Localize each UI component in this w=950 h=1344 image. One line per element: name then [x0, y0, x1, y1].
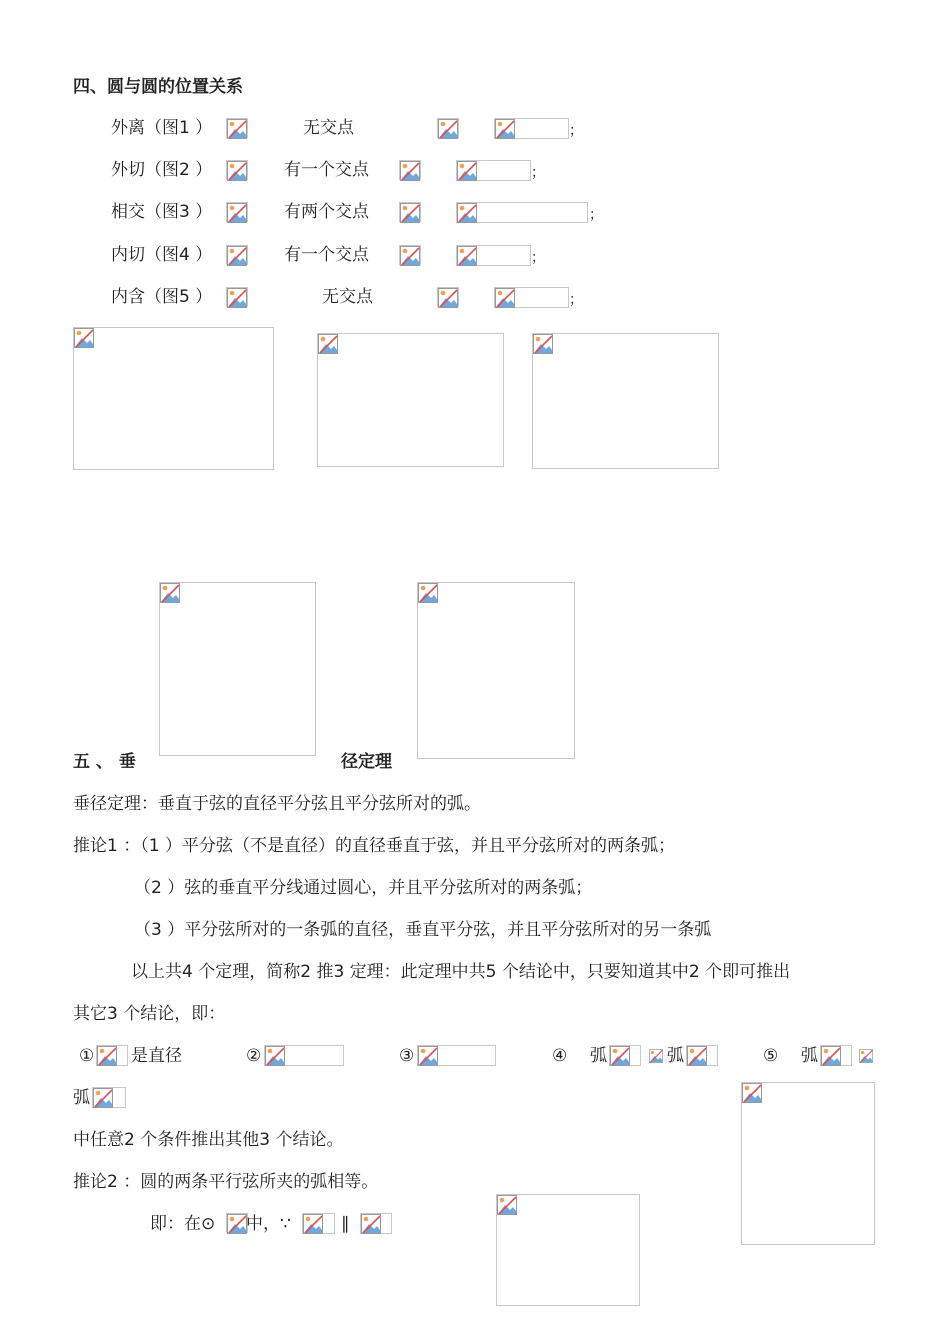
formula-image-a	[399, 202, 421, 222]
parallel-symbol: ∥	[341, 1214, 350, 1234]
broken-image-icon	[227, 203, 247, 223]
formula-image-a	[399, 245, 421, 265]
condition-1-text: 是直径	[131, 1046, 182, 1066]
broken-image-icon	[97, 1046, 117, 1066]
row-end: ；	[569, 123, 583, 139]
relation-label-contain: 内含（图5 ）	[111, 287, 213, 307]
formula-image-a	[437, 118, 459, 138]
broken-image-icon	[400, 161, 420, 181]
broken-image-icon	[858, 1049, 874, 1063]
condition-2-formula	[264, 1045, 344, 1066]
corollary-1-item-3: （3 ）平分弦所对的一条弧的直径，垂直平分弦，并且平分弦所对的另一条弧	[134, 920, 712, 940]
condition-5-arc-a-label: 弧	[801, 1046, 818, 1066]
example-circle-formula	[226, 1213, 248, 1233]
relation-label-separate: 外离（图1 ）	[111, 118, 213, 138]
broken-image-icon	[160, 583, 180, 603]
broken-image-icon	[265, 1046, 285, 1066]
broken-image-icon	[457, 161, 477, 181]
figure-image-6	[741, 1082, 875, 1245]
broken-image-icon	[648, 1049, 664, 1063]
broken-image-icon	[742, 1083, 762, 1103]
broken-image-icon	[687, 1046, 707, 1066]
summary-line-2: 其它3 个结论，即：	[73, 1004, 226, 1024]
figure-image-7	[496, 1194, 640, 1306]
condition-1-formula	[96, 1045, 128, 1066]
broken-image-icon	[303, 1214, 323, 1234]
figure-1-thumbnail	[226, 118, 248, 138]
example-chord-a-formula	[302, 1213, 335, 1234]
figure-image-2	[317, 333, 504, 467]
broken-image-icon	[227, 119, 247, 139]
formula-image-a	[399, 160, 421, 180]
summary-line-1: 以上共4 个定理，简称2 推3 定理：此定理中共5 个结论中，只要知道其中2 个即可推出	[131, 962, 791, 982]
corollary-2-text: 推论2 ：圆的两条平行弦所夹的弧相等。	[73, 1172, 379, 1192]
broken-image-icon	[400, 203, 420, 223]
figure-5-thumbnail	[226, 287, 248, 307]
relation-desc-separate: 无交点	[303, 118, 354, 138]
condition-2-marker: ②	[246, 1046, 262, 1066]
row-end: ；	[569, 292, 583, 308]
broken-image-icon	[418, 583, 438, 603]
figure-image-1	[73, 327, 274, 470]
relation-desc-contain: 无交点	[322, 287, 373, 307]
any-two-conditions-text: 中任意2 个条件推出其他3 个结论。	[73, 1130, 344, 1150]
condition-4-equals-formula	[648, 1049, 664, 1063]
broken-image-icon	[457, 203, 477, 223]
figure-image-5	[417, 582, 575, 759]
example-prefix: 即：在⊙	[150, 1214, 216, 1234]
corollary-1-item-1: 推论1 ：（1 ）平分弦（不是直径）的直径垂直于弦，并且平分弦所对的两条弧；	[73, 836, 675, 856]
example-chord-b-formula	[360, 1213, 392, 1234]
broken-image-icon	[438, 288, 458, 308]
broken-image-icon	[457, 246, 477, 266]
broken-image-icon	[495, 288, 515, 308]
condition-4-arc-b-formula	[686, 1045, 718, 1066]
relation-desc-internal-tangent: 有一个交点	[284, 245, 369, 265]
relation-desc-intersect: 有两个交点	[284, 202, 369, 222]
broken-image-icon	[610, 1046, 630, 1066]
section-5-title-part2: 径定理	[341, 752, 392, 772]
figure-2-thumbnail	[226, 160, 248, 180]
figure-image-3	[532, 333, 719, 469]
broken-image-icon	[821, 1046, 841, 1066]
formula-image-b	[494, 118, 569, 139]
condition-3-formula	[417, 1045, 496, 1066]
figure-4-thumbnail	[226, 245, 248, 265]
condition-3-marker: ③	[399, 1046, 415, 1066]
broken-image-icon	[227, 1214, 247, 1234]
condition-5-marker: ⑤	[763, 1046, 779, 1066]
condition-4-arc-a-formula	[609, 1045, 641, 1066]
broken-image-icon	[400, 246, 420, 266]
formula-image-b	[456, 160, 531, 181]
broken-image-icon	[227, 246, 247, 266]
section-5-title-part1: 五 、 垂	[73, 752, 136, 772]
corollary-1-item-2: （2 ）弦的垂直平分线通过圆心，并且平分弦所对的两条弧；	[134, 878, 593, 898]
relation-label-external-tangent: 外切（图2 ）	[111, 160, 213, 180]
broken-image-icon	[438, 119, 458, 139]
broken-image-icon	[533, 334, 553, 354]
row-end: ；	[531, 250, 545, 266]
section-4-title: 四、圆与圆的位置关系	[73, 77, 243, 97]
broken-image-icon	[497, 1195, 517, 1215]
broken-image-icon	[227, 288, 247, 308]
relation-desc-external-tangent: 有一个交点	[284, 160, 369, 180]
row-end: ；	[531, 165, 545, 181]
condition-5-arc-b-label: 弧	[73, 1088, 90, 1108]
formula-image-b	[456, 245, 531, 266]
condition-4-marker: ④	[552, 1046, 568, 1066]
example-mid: 中，∵	[246, 1214, 291, 1234]
relation-label-internal-tangent: 内切（图4 ）	[111, 245, 213, 265]
condition-5-arc-b-formula	[92, 1087, 126, 1108]
condition-4-arc-b-label: 弧	[667, 1046, 684, 1066]
broken-image-icon	[361, 1214, 381, 1234]
condition-1-marker: ①	[79, 1046, 95, 1066]
condition-5-arc-a-formula	[820, 1045, 852, 1066]
figure-3-thumbnail	[226, 202, 248, 222]
condition-5-equals-formula	[858, 1049, 874, 1063]
broken-image-icon	[418, 1046, 438, 1066]
formula-image-b	[456, 202, 588, 223]
row-end: ；	[589, 207, 603, 223]
formula-image-b	[494, 287, 569, 308]
relation-label-intersect: 相交（图3 ）	[111, 202, 213, 222]
broken-image-icon	[74, 328, 94, 348]
figure-image-4	[159, 582, 316, 756]
condition-4-arc-a-label: 弧	[590, 1046, 607, 1066]
broken-image-icon	[318, 334, 338, 354]
broken-image-icon	[227, 161, 247, 181]
formula-image-a	[437, 287, 459, 307]
broken-image-icon	[495, 119, 515, 139]
theorem-text: 垂径定理：垂直于弦的直径平分弦且平分弦所对的弧。	[73, 794, 481, 814]
broken-image-icon	[93, 1088, 113, 1108]
